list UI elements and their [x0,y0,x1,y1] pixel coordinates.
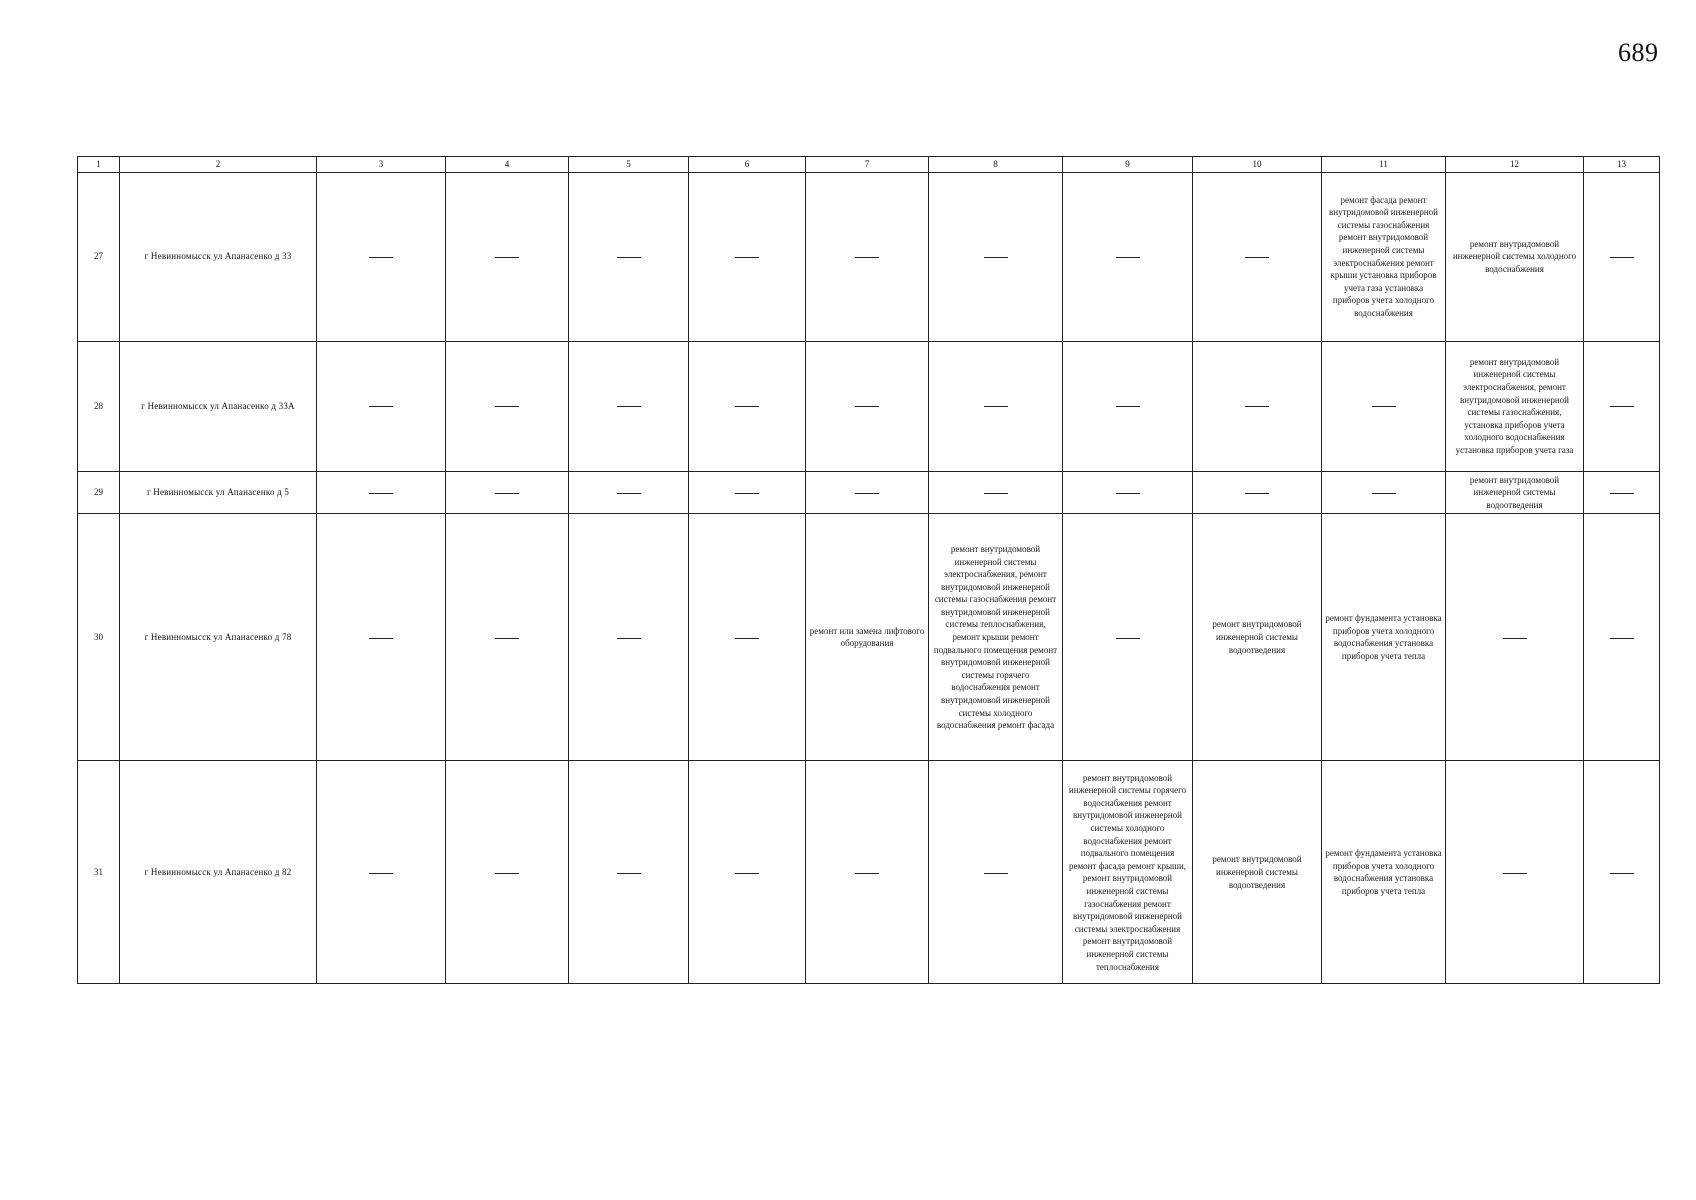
dash [1116,493,1140,494]
dash [1116,406,1140,407]
work-cell: ремонт фундамента установка приборов учета холодного водоснабжения установка приборов учета тепла [1322,761,1446,984]
row-number: 31 [78,761,120,984]
dash [735,873,759,874]
empty-cell [1063,514,1193,761]
work-cell: ремонт внутридомовой инженерной системы электроснабжения, ремонт внутридомовой инженерной системы газоснабжения, установка приборов учета холодного водоснабжения установка приборов учета газа [1446,341,1584,471]
empty-cell [806,761,929,984]
empty-cell [446,514,569,761]
empty-cell [1193,471,1322,514]
column-header: 10 [1193,157,1322,173]
row-number: 29 [78,471,120,514]
dash [735,493,759,494]
dash [984,257,1008,258]
dash [617,493,641,494]
dash [369,873,393,874]
column-header: 5 [569,157,689,173]
empty-cell [929,761,1063,984]
empty-cell [569,341,689,471]
work-cell: ремонт внутридомовой инженерной системы водоотведения [1193,514,1322,761]
header-row [78,157,1660,173]
dash [1610,873,1634,874]
dash [1116,257,1140,258]
dash [1116,638,1140,639]
dash [495,873,519,874]
dash [1610,406,1634,407]
dash [1245,406,1269,407]
empty-cell [1584,514,1660,761]
work-cell: ремонт внутридомовой инженерной системы горячего водоснабжения ремонт внутридомовой инженерной системы холодного водоснабжения ремонт подвального помещения ремонт фасада ремонт крыши, ремонт внутридомовой инженерной системы газоснабжения ремонт внутридомовой инженерной системы электроснабжения ремонт внутридомовой инженерной системы теплоснабжения [1063,761,1193,984]
dash [617,873,641,874]
empty-cell [1446,761,1584,984]
table-row [78,761,1660,984]
dash [984,873,1008,874]
empty-cell [929,471,1063,514]
column-header: 11 [1322,157,1446,173]
column-header: 7 [806,157,929,173]
empty-cell [446,341,569,471]
dash [369,493,393,494]
dash [495,406,519,407]
column-header: 1 [78,157,120,173]
row-address: г Невинномысск ул Апанасенко д 33А [120,341,317,471]
empty-cell [689,471,806,514]
dash [1372,493,1396,494]
empty-cell [1322,341,1446,471]
empty-cell [317,761,446,984]
dash [1610,257,1634,258]
dash [1610,493,1634,494]
empty-cell [317,341,446,471]
empty-cell [689,514,806,761]
empty-cell [806,471,929,514]
work-cell: ремонт внутридомовой инженерной системы электроснабжения, ремонт внутридомовой инженерной системы газоснабжения ремонт внутридомовой инженерной системы теплоснабжения, ремонт крыши ремонт подвального помещения ремонт внутридомовой инженерной системы горячего водоснабжения ремонт внутридомовой инженерной системы холодного водоснабжения ремонт фасада [929,514,1063,761]
dash [495,638,519,639]
dash [1610,638,1634,639]
empty-cell [446,761,569,984]
empty-cell [446,172,569,341]
empty-cell [569,172,689,341]
empty-cell [1063,172,1193,341]
empty-cell [446,471,569,514]
work-cell: ремонт или замена лифтового оборудования [806,514,929,761]
dash [1245,493,1269,494]
empty-cell [1584,172,1660,341]
dash [617,406,641,407]
empty-cell [929,172,1063,341]
column-header: 8 [929,157,1063,173]
capital-repair-table [77,156,1660,984]
dash [984,406,1008,407]
empty-cell [569,761,689,984]
work-cell: ремонт внутридомовой инженерной системы водоотведения [1193,761,1322,984]
row-number: 30 [78,514,120,761]
column-header: 9 [1063,157,1193,173]
empty-cell [689,341,806,471]
table-row [78,514,1660,761]
dash [495,493,519,494]
dash [369,406,393,407]
dash [855,406,879,407]
empty-cell [569,471,689,514]
work-cell: ремонт внутридомовой инженерной системы водоотведения [1446,471,1584,514]
empty-cell [806,341,929,471]
column-header: 13 [1584,157,1660,173]
empty-cell [1584,341,1660,471]
dash [984,493,1008,494]
table-row [78,471,1660,514]
dash [1372,406,1396,407]
dash [735,257,759,258]
column-header: 12 [1446,157,1584,173]
empty-cell [929,341,1063,471]
dash [369,638,393,639]
empty-cell [569,514,689,761]
column-header: 2 [120,157,317,173]
empty-cell [689,761,806,984]
row-address: г Невинномысск ул Апанасенко д 33 [120,172,317,341]
column-header: 3 [317,157,446,173]
dash [617,638,641,639]
row-address: г Невинномысск ул Апанасенко д 82 [120,761,317,984]
dash [735,406,759,407]
empty-cell [689,172,806,341]
dash [495,257,519,258]
work-cell: ремонт фасада ремонт внутридомовой инженерной системы газоснабжения ремонт внутридомовой инженерной системы электроснабжения ремонт крыши установка приборов учета газа установка приборов учета холодного водоснабжения [1322,172,1446,341]
empty-cell [317,172,446,341]
row-address: г Невинномысск ул Апанасенко д 5 [120,471,317,514]
dash [855,493,879,494]
empty-cell [1322,471,1446,514]
table-row [78,172,1660,341]
dash [617,257,641,258]
empty-cell [1584,761,1660,984]
row-number: 27 [78,172,120,341]
row-number: 28 [78,341,120,471]
column-header: 6 [689,157,806,173]
empty-cell [1446,514,1584,761]
empty-cell [1193,341,1322,471]
empty-cell [1193,172,1322,341]
empty-cell [1063,341,1193,471]
page-number: 689 [1618,38,1659,67]
empty-cell [317,471,446,514]
dash [855,873,879,874]
dash [1245,257,1269,258]
dash [735,638,759,639]
empty-cell [1063,471,1193,514]
table-row [78,341,1660,471]
dash [369,257,393,258]
dash [1503,873,1527,874]
row-address: г Невинномысск ул Апанасенко д 78 [120,514,317,761]
empty-cell [1584,471,1660,514]
work-cell: ремонт фундамента установка приборов учета холодного водоснабжения установка приборов учета тепла [1322,514,1446,761]
empty-cell [317,514,446,761]
dash [1503,638,1527,639]
dash [855,257,879,258]
column-header: 4 [446,157,569,173]
empty-cell [806,172,929,341]
work-cell: ремонт внутридомовой инженерной системы холодного водоснабжения [1446,172,1584,341]
